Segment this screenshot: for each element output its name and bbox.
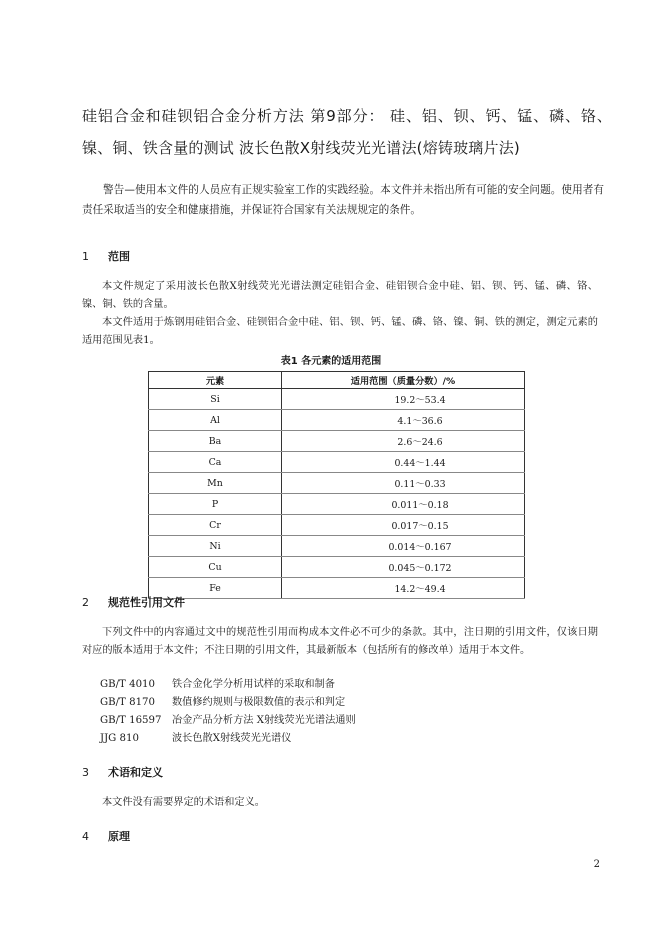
section-3-heading [82, 764, 163, 780]
element-cell: Ni [149, 536, 282, 557]
section-2-heading [82, 594, 185, 610]
header-element: 元素 [149, 372, 282, 389]
range-cell: 0.011～0.18 [282, 494, 525, 515]
element-cell: Mn [149, 473, 282, 494]
table-row [149, 389, 525, 410]
section-title: 原理 [108, 830, 130, 843]
reference-code: GB/T 4010 [100, 679, 156, 690]
header-range: 适用范围（质量分数）/% [282, 372, 525, 389]
element-cell: Ba [149, 431, 282, 452]
reference-code: GB/T 8170 [100, 697, 156, 708]
list-item [100, 730, 356, 748]
table-row [149, 473, 525, 494]
element-cell: Cu [149, 557, 282, 578]
range-cell: 0.045～0.172 [282, 557, 525, 578]
list-item [100, 694, 356, 712]
table-row [149, 494, 525, 515]
reference-title: 铁合金化学分析用试样的采取和制备 [172, 679, 335, 690]
reference-title: 冶金产品分析方法 X射线荧光光谱法通则 [172, 715, 356, 726]
reference-code: GB/T 16597 [100, 715, 162, 726]
reference-title: 波长色散X射线荧光光谱仪 [172, 733, 292, 744]
reference-list [100, 676, 356, 748]
section-4-heading [82, 828, 130, 844]
scope-paragraph-1: 本文件规定了采用波长色散X射线荧光光谱法测定硅铝合金、硅铝钡合金中硅、铝、钡、钙、锰、磷、铬、镍、铜、铁的含量。 [82, 281, 598, 310]
section-number: 2 [82, 596, 89, 609]
reference-title: 数值修约规则与极限数值的表示和判定 [172, 697, 346, 708]
page-number: 2 [593, 859, 600, 870]
element-cell: Si [149, 389, 282, 410]
element-range-table [148, 371, 525, 599]
range-cell: 4.1～36.6 [282, 410, 525, 431]
element-cell: Ca [149, 452, 282, 473]
section-1-heading [82, 248, 130, 264]
table-caption: 表1 各元素的适用范围 [280, 356, 382, 367]
table-row [149, 557, 525, 578]
range-cell: 0.44～1.44 [282, 452, 525, 473]
table-row [149, 410, 525, 431]
document-title: 硅铝合金和硅钡铝合金分析方法 第9部分： 硅、铝、钡、钙、锰、磷、铬、镍、铜、铁含量的测试 波长色散X射线荧光光谱法(熔铸玻璃片法) [82, 107, 612, 157]
list-item [100, 712, 356, 730]
table-row [149, 431, 525, 452]
range-cell: 0.11～0.33 [282, 473, 525, 494]
section-title: 术语和定义 [108, 766, 163, 779]
section-title: 规范性引用文件 [108, 596, 185, 609]
table-header-row [149, 372, 525, 389]
element-cell: Cr [149, 515, 282, 536]
range-cell: 0.014～0.167 [282, 536, 525, 557]
normative-references-paragraph: 下列文件中的内容通过文中的规范性引用而构成本文件必不可少的条款。其中，注日期的引用文件，仅该日期对应的版本适用于本文件；不注日期的引用文件，其最新版本（包括所有的修改单）适用于本文件。 [82, 627, 598, 656]
range-cell: 0.017～0.15 [282, 515, 525, 536]
section-number: 3 [82, 766, 89, 779]
element-cell: P [149, 494, 282, 515]
range-cell: 14.2～49.4 [282, 578, 525, 599]
table-row [149, 452, 525, 473]
element-cell: Al [149, 410, 282, 431]
range-cell: 2.6～24.6 [282, 431, 525, 452]
section-number: 4 [82, 830, 89, 843]
section-title: 范围 [108, 250, 130, 263]
table-row [149, 515, 525, 536]
section-number: 1 [82, 250, 89, 263]
list-item [100, 676, 356, 694]
reference-code: JJG 810 [100, 733, 139, 744]
warning-paragraph: 警告—使用本文件的人员应有正规实验室工作的实践经验。本文件并未指出所有可能的安全问题。使用者有责任采取适当的安全和健康措施，并保证符合国家有关法规规定的条件。 [82, 184, 604, 216]
element-cell: Fe [149, 578, 282, 599]
terms-paragraph: 本文件没有需要界定的术语和定义。 [102, 797, 265, 808]
table-row [149, 578, 525, 599]
scope-paragraph-2: 本文件适用于炼钢用硅铝合金、硅钡铝合金中硅、铝、钡、钙、锰、磷、铬、镍、铜、铁的测定，测定元素的适用范围见表1。 [82, 317, 598, 346]
range-cell: 19.2～53.4 [282, 389, 525, 410]
table-row [149, 536, 525, 557]
